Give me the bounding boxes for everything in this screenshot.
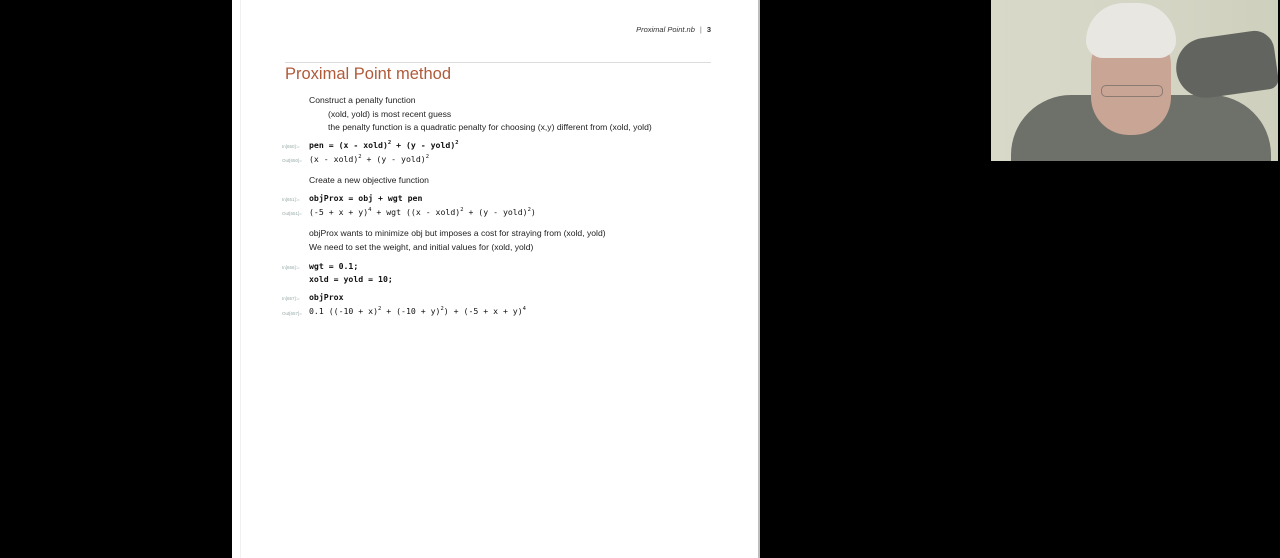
- input-cell[interactable]: objProx = obj + wgt pen: [309, 193, 423, 203]
- page-margin-line: [240, 0, 241, 558]
- presenter-glasses: [1101, 85, 1163, 97]
- text-cell[interactable]: We need to set the weight, and initial values for (xold, yold): [309, 242, 534, 252]
- input-cell[interactable]: wgt = 0.1;: [309, 261, 359, 271]
- page-edge: [758, 0, 760, 558]
- input-cell[interactable]: pen = (x - xold)$^2$ + (y - yold)$^2$: [309, 140, 459, 150]
- output-cell[interactable]: $(-5 + x + y)^4$ + wgt ((x - xold)$^2$ + (y - yold)$^2$): [309, 207, 536, 217]
- text-cell[interactable]: (xold, yold) is most recent guess: [328, 109, 452, 119]
- presenter-hair: [1086, 3, 1176, 58]
- input-cell-continuation[interactable]: xold = yold = 10;: [309, 274, 393, 284]
- input-cell[interactable]: objProx: [309, 292, 344, 302]
- notebook-page: [232, 0, 758, 558]
- separator: |: [699, 25, 702, 34]
- text-cell[interactable]: the penalty function is a quadratic penalty for choosing (x,y) different from (xold, yold): [328, 122, 652, 132]
- webcam-feed: [991, 0, 1278, 161]
- notebook-filename: Proximal Point.nb: [636, 25, 695, 34]
- running-head: [636, 25, 711, 34]
- output-cell[interactable]: 0.1 $((-10 + x)^2 + (-10 + y)^2) + (-5 + x + y)^4$: [309, 306, 526, 316]
- input-label: In[656]:=: [282, 265, 300, 270]
- text-cell[interactable]: objProx wants to minimize obj but imposes a cost for straying from (xold, yold): [309, 228, 606, 238]
- section-title[interactable]: Proximal Point method: [285, 65, 451, 83]
- text-cell[interactable]: Create a new objective function: [309, 175, 429, 185]
- output-cell[interactable]: (x - xold)$^2$ + (y - yold)$^2$: [309, 154, 430, 164]
- output-label: Out[650]=: [282, 158, 302, 163]
- output-label: Out[651]=: [282, 211, 302, 216]
- output-label: Out[657]=: [282, 311, 302, 316]
- header-rule: [285, 62, 711, 63]
- page-number: 3: [706, 25, 711, 34]
- input-label: In[657]:=: [282, 296, 300, 301]
- text-cell[interactable]: Construct a penalty function: [309, 95, 416, 105]
- input-label: In[650]:=: [282, 144, 300, 149]
- input-label: In[651]:=: [282, 197, 300, 202]
